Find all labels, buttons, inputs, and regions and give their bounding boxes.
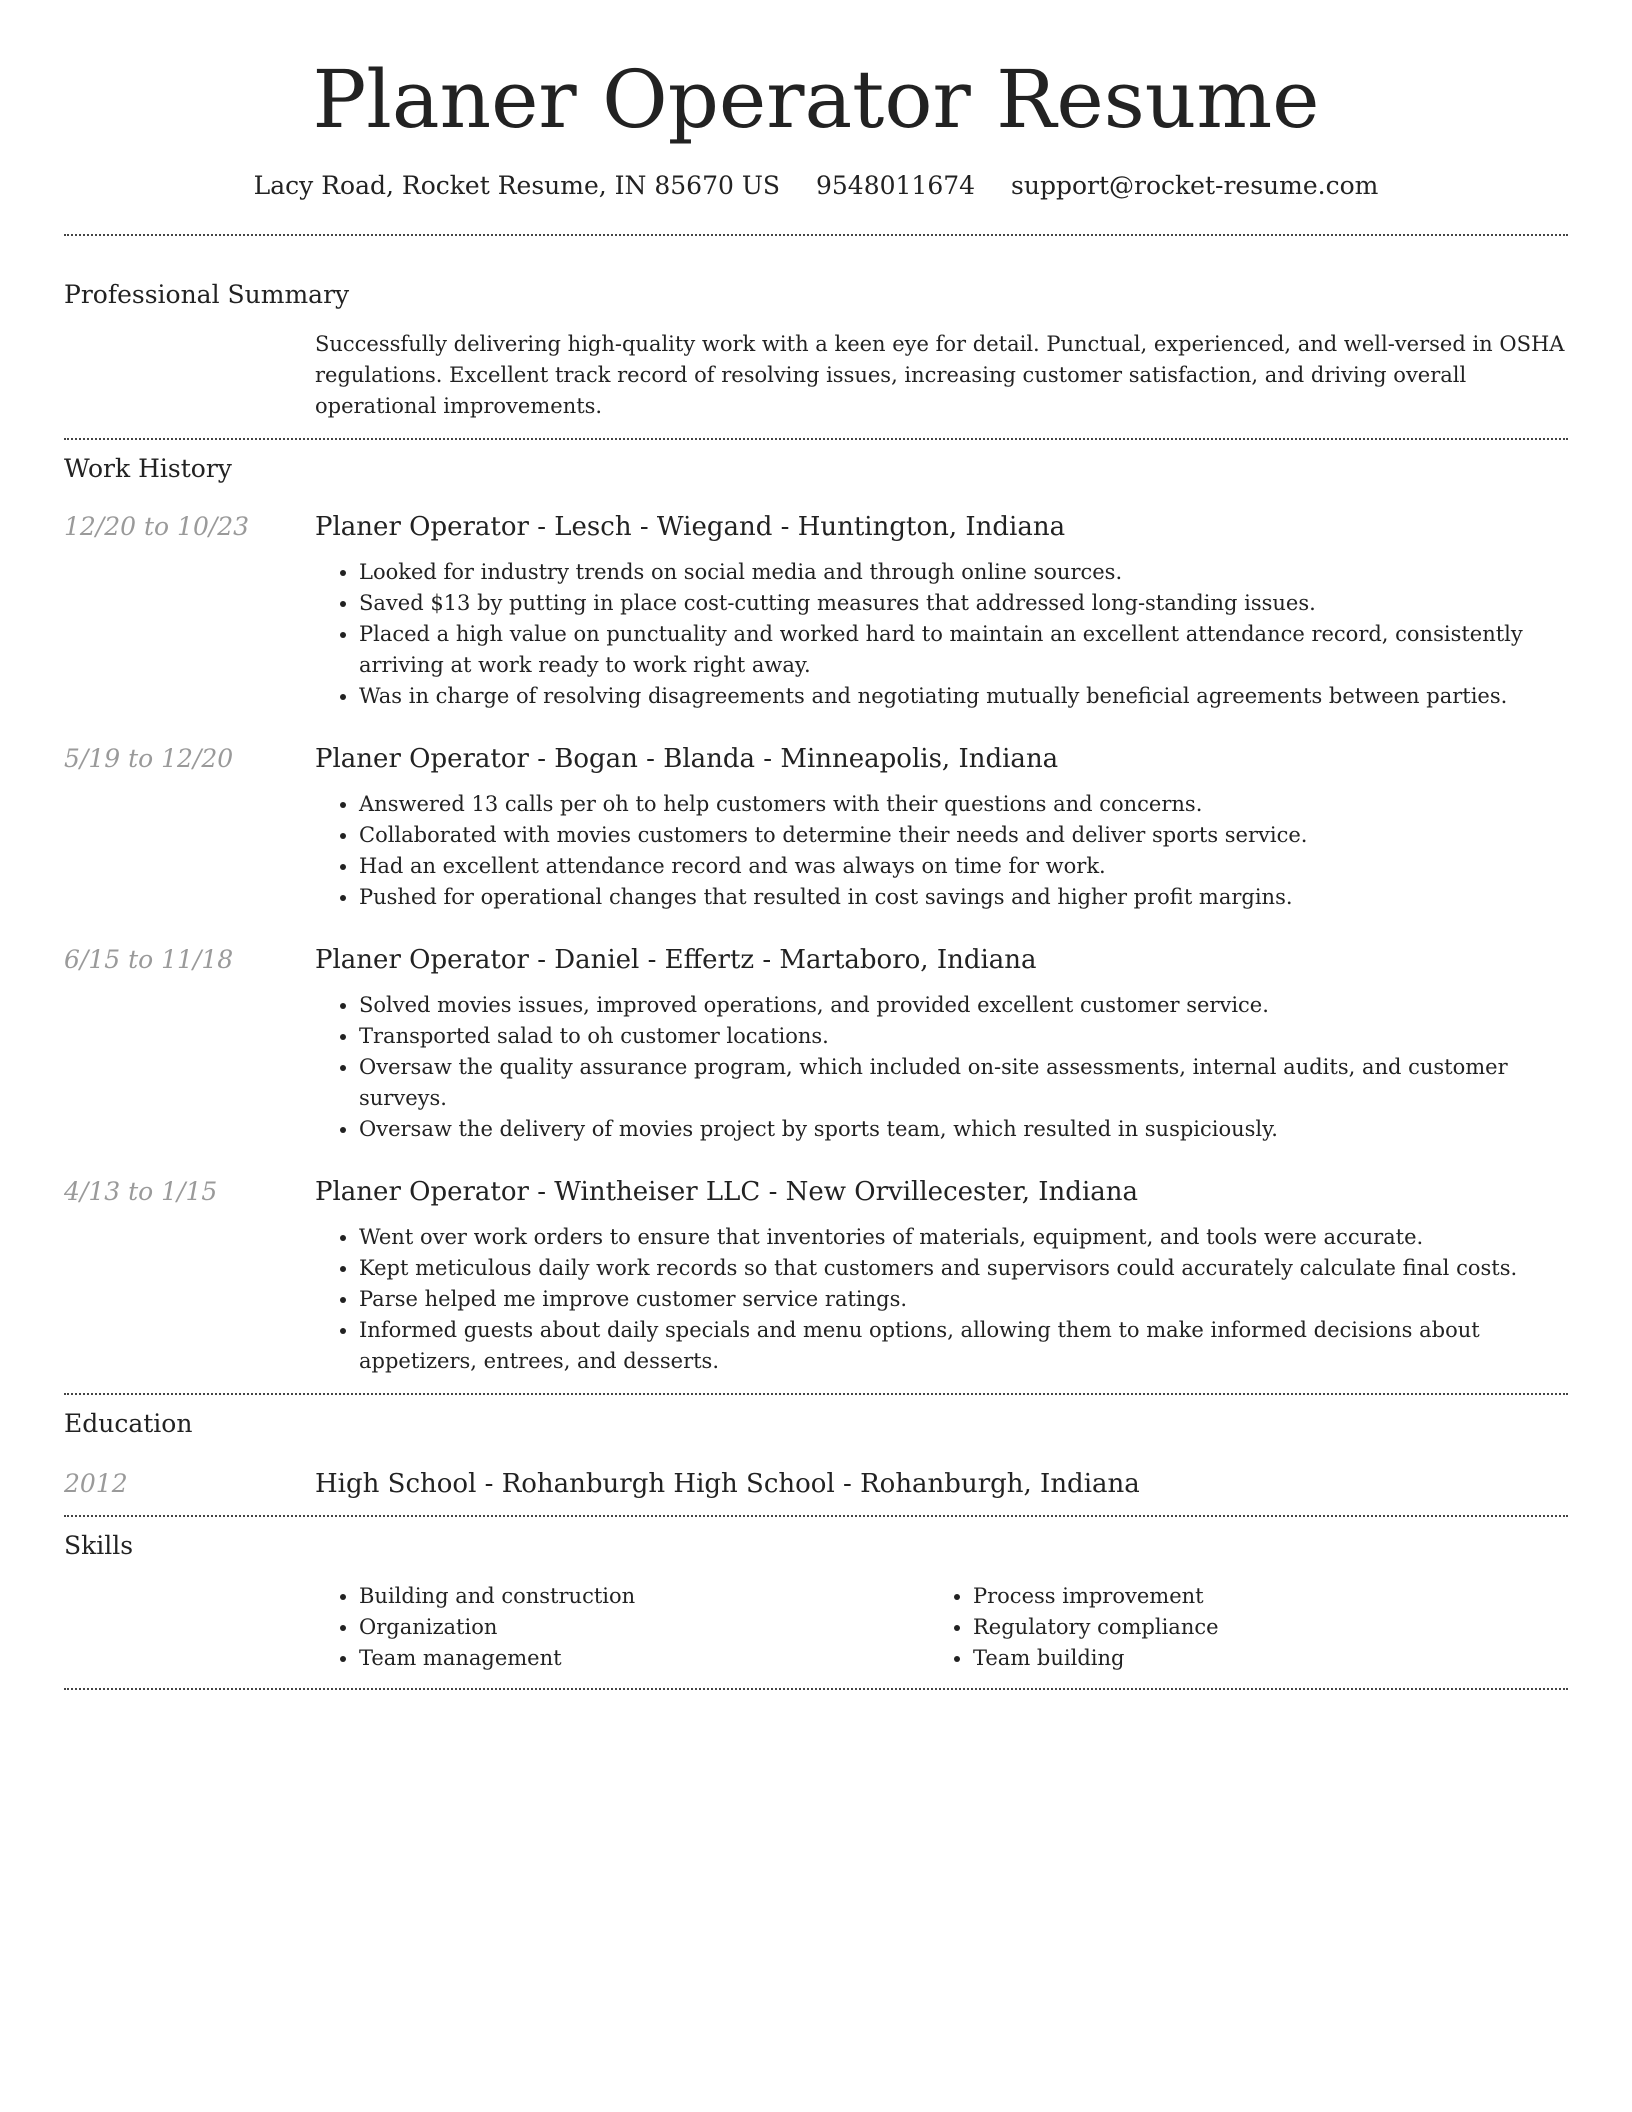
education-entry (64, 1467, 1568, 1515)
education-title: High School - Rohanburgh High School - Rohanburgh, Indiana (315, 1469, 1140, 1499)
education-heading: Education (64, 1409, 193, 1438)
list-item: • Organization (359, 1612, 929, 1643)
contact-email: support@rocket-resume.com (1011, 171, 1379, 200)
list-item: • Team management (359, 1643, 929, 1674)
contact-phone: 9548011674 (816, 171, 976, 200)
job-title: Planer Operator - Wintheiser LLC - New Orvillecester, Indiana (315, 1177, 1139, 1207)
contact-line (64, 168, 1568, 204)
list-item: • Oversaw the quality assurance program, which included on-site assessments, internal audits, and customer surveys. (359, 1052, 1568, 1114)
list-item: • Oversaw the delivery of movies project by sports team, which resulted in suspiciously. (359, 1114, 1568, 1145)
job-dates: 6/15 to 11/18 (64, 945, 234, 974)
list-item: • Went over work orders to ensure that inventories of materials, equipment, and tools were accurate. (359, 1222, 1568, 1253)
list-item: • Looked for industry trends on social media and through online sources. (359, 557, 1568, 588)
work-history-list (64, 510, 1568, 1393)
contact-address: Lacy Road, Rocket Resume, IN 85670 US (253, 171, 781, 200)
resume-page (64, 0, 1568, 1690)
summary-heading: Professional Summary (64, 280, 350, 309)
list-item: • Kept meticulous daily work records so that customers and supervisors could accurately calculate final costs. (359, 1253, 1568, 1284)
list-item: • Regulatory compliance (973, 1612, 1533, 1643)
skills-heading: Skills (64, 1531, 134, 1560)
job-dates: 12/20 to 10/23 (64, 512, 250, 541)
list-item: • Parse helped me improve customer service ratings. (359, 1284, 1568, 1315)
divider (64, 1688, 1568, 1690)
job-dates: 4/13 to 1/15 (64, 1177, 218, 1206)
list-item: • Was in charge of resolving disagreements and negotiating mutually beneficial agreements between parties. (359, 681, 1568, 712)
list-item: • Had an excellent attendance record and was always on time for work. (359, 851, 1568, 882)
list-item: • Team building (973, 1643, 1533, 1674)
education-year: 2012 (64, 1469, 128, 1498)
divider (64, 1393, 1568, 1395)
divider (64, 234, 1568, 236)
job-bullets (315, 990, 1568, 1145)
list-item: • Saved $13 by putting in place cost-cutting measures that addressed long-standing issues. (359, 588, 1568, 619)
list-item: • Building and construction (359, 1581, 929, 1612)
list-item: • Process improvement (973, 1581, 1533, 1612)
job-title: Planer Operator - Daniel - Effertz - Martaboro, Indiana (315, 945, 1037, 975)
job-title: Planer Operator - Bogan - Blanda - Minneapolis, Indiana (315, 744, 1059, 774)
divider (64, 438, 1568, 440)
skills-column-right (929, 1581, 1533, 1674)
job-entry (64, 510, 1568, 712)
list-item: • Placed a high value on punctuality and worked hard to maintain an excellent attendance record, consistently arriving at work ready to work right away. (359, 619, 1568, 681)
skills-column-left (315, 1581, 929, 1674)
job-dates: 5/19 to 12/20 (64, 744, 234, 773)
job-bullets (315, 557, 1568, 712)
divider (64, 1515, 1568, 1517)
list-item: • Answered 13 calls per oh to help customers with their questions and concerns. (359, 789, 1568, 820)
list-item: • Pushed for operational changes that resulted in cost savings and higher profit margins. (359, 882, 1568, 913)
job-bullets (315, 1222, 1568, 1377)
summary-text: Successfully delivering high-quality work with a keen eye for detail. Punctual, experienced, and well-versed in OSHA regulations. Excellent track record of resolving issues, increasing customer satisfaction, and driving overall operational improvements. (315, 332, 1565, 418)
list-item: • Solved movies issues, improved operations, and provided excellent customer service. (359, 990, 1568, 1021)
list-item: • Informed guests about daily specials and menu options, allowing them to make informed decisions about appetizers, entrees, and desserts. (359, 1315, 1568, 1377)
skills-list (315, 1581, 1568, 1688)
job-title: Planer Operator - Lesch - Wiegand - Huntington, Indiana (315, 512, 1066, 542)
page-title: Planer Operator Resume (312, 53, 1320, 146)
list-item: • Transported salad to oh customer locations. (359, 1021, 1568, 1052)
job-bullets (315, 789, 1568, 913)
list-item: • Collaborated with movies customers to determine their needs and deliver sports service. (359, 820, 1568, 851)
job-entry (64, 742, 1568, 913)
job-entry (64, 1175, 1568, 1377)
work-history-heading: Work History (64, 454, 232, 483)
job-entry (64, 943, 1568, 1145)
